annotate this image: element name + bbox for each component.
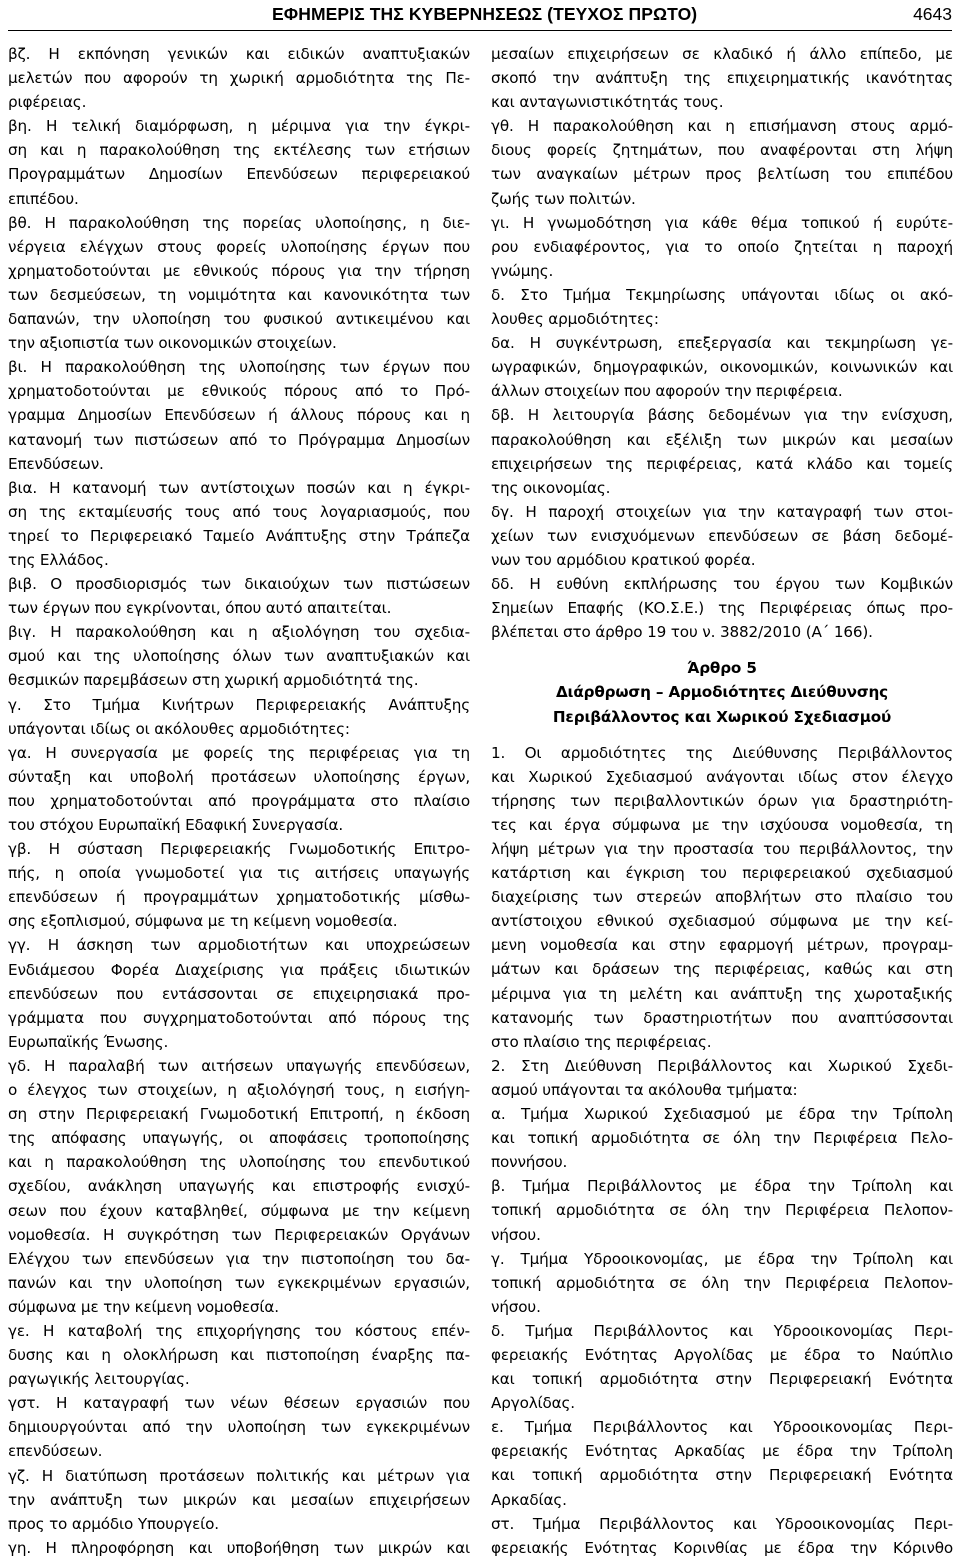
text-line: Ελέγχου των επενδύσεων για την πιστοποίηση του δα-	[8, 1249, 470, 1268]
gazette-title: ΕΦΗΜΕΡΙΣ ΤΗΣ ΚΥΒΕΡΝΗΣΕΩΣ (ΤΕΥΧΟΣ ΠΡΩΤΟ)	[272, 4, 698, 24]
text-line: χρηματοδοτούνται με εθνικούς πόρους από το Πρό-	[8, 382, 470, 401]
text-line: διαχείρισης των στερεών αποβλήτων στο πλαίσιο του	[491, 888, 953, 907]
text-line: της απόφασης υπαγωγής, οι αποφάσεις τροποποίησης	[8, 1129, 470, 1148]
text-line: την ανάπτυξη των μικρών και μεσαίων επιχειρήσεων	[8, 1490, 470, 1509]
text-line: ποννήσου.	[491, 1153, 568, 1172]
page-number: 4643	[913, 4, 952, 24]
text-line: γγ. Η άσκηση των αρμοδιοτήτων και υποχρεώσεων	[8, 936, 470, 955]
text-line: επιπέδου.	[8, 189, 79, 208]
text-line: στ. Τμήμα Περιβάλλοντος και Υδροοικονομίας Περι-	[491, 1514, 953, 1533]
text-line: της Ελλάδος.	[8, 550, 109, 569]
text-line: θεσμικών παρεμβάσεων στη χωρική αρμοδιότητά της.	[8, 671, 419, 690]
text-line: νων του αρμόδιου κρατικού φορέα.	[491, 550, 756, 569]
text-line: και ανταγωνιστικότητάς τους.	[491, 93, 724, 112]
text-line: Σημείων Επαφής (ΚΟ.Σ.Ε.) της Περιφέρειας όπως προ-	[491, 599, 953, 618]
text-line: τήρησης των περιβαλλοντικών όρων για δραστηριότη-	[491, 791, 953, 810]
text-line: χείων των ενισχυόμενων επενδύσεων σε βάση δεδομέ-	[491, 526, 953, 545]
text-line: σης εξοπλισμού, σύμφωνα με τη κείμενη νομοθεσία.	[8, 912, 398, 931]
text-line: σκοπό την ανάπτυξη της επιχειρηματικής ικανότητας	[491, 69, 953, 88]
text-line: ο έλεγχος των στοιχείων, η αξιολόγησή τους, η εισήγη-	[8, 1081, 470, 1100]
text-line: ασμού υπάγονται τα ακόλουθα τμήματα:	[491, 1080, 798, 1099]
text-line: βιγ. Η παρακολούθηση και η αξιολόγηση του σχεδια-	[8, 623, 470, 642]
text-line: ση της εκταμίευσής τους από τους λογαριασμούς, που	[8, 502, 470, 521]
text-line: Αργολίδας.	[491, 1394, 575, 1413]
text-line: γστ. Η καταγραφή των νέων θέσεων εργασιών που	[8, 1394, 470, 1413]
text-line: γ. Στο Τμήμα Κινήτρων Περιφερειακής Ανάπτυξης	[8, 695, 470, 714]
text-line: σεων που έχουν καταβληθεί, σύμφωνα με την κείμενη	[8, 1201, 470, 1220]
text-line: πανών και την υλοποίηση των εγκεκριμένων εργασιών,	[8, 1273, 470, 1292]
text-line: χρηματοδοτούνται με εθνικούς πόρους για την τήρηση	[8, 261, 470, 280]
text-line: νήσου.	[491, 1297, 541, 1316]
text-line: κατανομής των δραστηριοτήτων που αναπτύσσονται	[491, 1008, 953, 1027]
text-line: και τοπική αρμοδιότητα στην Περιφερειακή Ενότητα	[491, 1370, 953, 1389]
text-line: γβ. Η σύσταση Περιφερειακής Γνωμοδοτικής Επιτρο-	[8, 840, 470, 859]
text-line: α. Τμήμα Χωρικού Σχεδιασμού με έδρα την Τρίπολη	[491, 1105, 953, 1124]
text-line: δ. Τμήμα Περιβάλλοντος και Υδροοικονομίας Περι-	[491, 1321, 953, 1340]
text-line: νέργεια ελέγχων στους φορείς υλοποίησης έργων που	[8, 237, 470, 256]
text-line: μεσαίων επιχειρήσεων σε κλαδικό ή άλλο επίπεδο, με	[491, 45, 953, 63]
text-line: την αξιοπιστία των οικονομικών στοιχείων.	[8, 334, 337, 353]
text-line: τες και έργα σύμφωνα με την ισχύουσα νομοθεσία, τη	[491, 815, 953, 834]
text-line: βη. Η τελική διαμόρφωση, η μέριμνα για την έγκρι-	[8, 117, 470, 136]
text-line: λήψη μέτρων για την προστασία του περιβάλλοντος, την	[491, 840, 953, 858]
article-heading-line: Διάρθρωση – Αρμοδιότητες Διεύθυνσης	[555, 683, 889, 702]
text-line: των έργων που εγκρίνονται, όπου αυτό απαιτείται.	[8, 599, 392, 618]
text-line: υπάγονται ιδίως οι ακόλουθες αρμοδιότητες:	[8, 719, 350, 738]
text-line: της οικονομίας.	[491, 478, 611, 497]
text-line: Ευρωπαϊκής Ένωσης.	[8, 1032, 169, 1051]
text-line: νομοθεσία. Η συγκρότηση των Περιφερειακών Οργάνων	[8, 1225, 470, 1244]
text-line: των αναγκαίων μέτρων προς βελτίωση του επιπέδου	[491, 165, 953, 184]
text-line: γράμματα που συγχρηματοδοτούνται από πόρους της	[8, 1008, 470, 1027]
text-line: δδ. Η ευθύνη εκπλήρωσης του έργου των Κομβικών	[491, 575, 953, 594]
text-line: δημιουργούνται από την υλοποίηση των εγκεκριμένων	[8, 1418, 470, 1437]
text-line: τοπική αρμοδιότητα σε όλη την Περιφέρεια Πελοπον-	[491, 1273, 953, 1292]
page-header	[8, 0, 952, 31]
text-line: παρακολούθηση και εξέλιξη των μικρών και μεσαίων	[491, 430, 953, 449]
text-line: δα. Η συγκέντρωση, επεξεργασία και τεκμηρίωση γε-	[491, 334, 953, 353]
text-line: β. Τμήμα Περιβάλλοντος με έδρα την Τρίπολη και	[491, 1177, 953, 1196]
text-line: επενδύσεων.	[8, 1442, 103, 1461]
text-line: δυσης και η ολοκλήρωση και πιστοποίηση έναρξης πα-	[8, 1346, 470, 1365]
text-line: σύμφωνα με την κείμενη νομοθεσία.	[8, 1297, 279, 1316]
text-line: βιβ. Ο προσδιορισμός των δικαιούχων των πιστώσεων	[8, 575, 470, 594]
text-line: και τοπική αρμοδιότητα σε όλη την Περιφέρεια Πελο-	[491, 1129, 953, 1148]
text-line: διους φορείς ζητημάτων, που αναφέρονται στη λήψη	[491, 141, 953, 160]
text-line: γδ. Η παραλαβή των αιτήσεων υπαγωγής επενδύσεων,	[8, 1056, 470, 1075]
text-line: τοπική αρμοδιότητα σε όλη την Περιφέρεια Πελοπον-	[491, 1201, 953, 1220]
text-line: που χρηματοδοτούνται από προγράμματα στο πλαίσιο	[8, 791, 470, 810]
text-line: επενδύσεων ή προγραμμάτων χρηματοδοτικής μίσθω-	[8, 888, 470, 907]
text-line: ωγραφικών, δημογραφικών, οικονομικών, κοινωνικών και	[491, 358, 953, 377]
text-line: στο πλαίσιο της περιφέρειας.	[491, 1032, 712, 1051]
text-line: κατανομή των πιστώσεων από το Πρόγραμμα Δημοσίων	[8, 430, 470, 449]
text-line: βθ. Η παρακολούθηση της πορείας υλοποίησης, η διε-	[8, 213, 470, 232]
text-line: των δεσμεύσεων, τη νομιμότητα και κανονικότητα των	[8, 285, 470, 304]
text-line: γθ. Η παρακολούθηση και η επισήμανση στους αρμό-	[491, 117, 953, 136]
text-line: άλλων στοιχείων που αφορούν την περιφέρεια.	[491, 382, 843, 401]
text-line: 2. Στη Διεύθυνση Περιβάλλοντος και Χωρικού Σχεδι-	[491, 1056, 953, 1075]
text-line: επενδύσεων που εντάσσονται σε επιχειρησιακά προ-	[8, 984, 470, 1003]
text-line: γε. Η καταβολή της επιχορήγησης του κόστους επέν-	[8, 1321, 470, 1340]
text-line: αντίστοιχου εθνικού σχεδιασμού σύμφωνα με την κεί-	[491, 912, 953, 931]
text-line: δγ. Η παροχή στοιχείων για την καταγραφή των στοι-	[491, 502, 953, 521]
text-line: γραμμα Δημοσίων Επενδύσεων ή άλλους πόρους και η	[8, 406, 470, 425]
text-line: γνώμης.	[491, 261, 554, 280]
text-line: σμού και της υλοποίησης όλων των αναπτυξιακών και	[8, 647, 470, 666]
text-line: ζωής των πολιτών.	[491, 189, 636, 208]
text-line: Προγραμμάτων Δημοσίων Επενδύσεων περιφερειακού	[8, 165, 470, 184]
text-line: και τοπική αρμοδιότητα στην Περιφερειακή Ενότητα	[491, 1466, 953, 1485]
text-line: μενη νομοθεσία και στην εφαρμογή μέτρων, προγραμ-	[491, 936, 953, 955]
article-heading-line: Περιβάλλοντος και Χωρικού Σχεδιασμού	[552, 707, 892, 726]
article-heading-line: Άρθρο 5	[687, 659, 757, 678]
text-line: ραγωγικής λειτουργίας.	[8, 1370, 190, 1389]
text-line: δ. Στο Τμήμα Τεκμηρίωσης υπάγονται ιδίως οι ακό-	[491, 285, 953, 304]
text-line: γα. Η συνεργασία με φορείς της περιφέρειας για τη	[8, 743, 470, 762]
text-line: ε. Τμήμα Περιβάλλοντος και Υδροοικονομίας Περι-	[491, 1418, 953, 1437]
text-line: κατάρτιση και έγκριση του περιφερειακού σχεδιασμού	[491, 864, 953, 883]
text-line: φερειακής Ενότητας Αργολίδας με έδρα το Ναύπλιο	[491, 1345, 953, 1364]
text-line: νήσου.	[491, 1225, 541, 1244]
text-line	[491, 729, 953, 741]
text-line: λουθες αρμοδιότητες:	[491, 310, 659, 329]
text-line: ση στην Περιφερειακή Γνωμοδοτική Επιτροπή, η έκδοση	[8, 1105, 470, 1124]
text-line: γ. Τμήμα Υδροοικονομίας, με έδρα την Τρίπολη και	[491, 1249, 953, 1268]
text-line: δβ. Η λειτουργία βάσης δεδομένων για την ενίσχυση,	[491, 406, 953, 425]
left-text-column	[8, 42, 470, 1560]
right-text-column	[491, 42, 953, 1560]
text-line: γζ. Η διατύπωση προτάσεων πολιτικής και μέτρων για	[8, 1466, 470, 1485]
text-line: μελετών που αφορούν τη χωρική αρμοδιότητα της Πε-	[8, 69, 470, 88]
text-line: φερειακής Ενότητας Αρκαδίας με έδρα την Τρίπολη	[491, 1442, 953, 1461]
text-line: σχεδίου, ανάκληση υπαγωγής και επιστροφής ενισχύ-	[8, 1177, 470, 1196]
text-line: και η παρακολούθηση της υλοποίησης του επενδυτικού	[8, 1153, 470, 1172]
text-line: ση και η παρακολούθηση της εκτέλεσης των ετήσιων	[8, 141, 470, 160]
text-line: γι. Η γνωμοδότηση για κάθε θέμα τοπικού ή ευρύτε-	[491, 213, 953, 232]
text-line: ρου ενδιαφέροντος, για το οποίο ζητείται η παροχή	[491, 237, 953, 256]
text-line: επιχειρήσεων της περιφέρειας, κατά κλάδο και τομείς	[491, 454, 953, 473]
text-line: δαπανών, την υλοποίηση του φυσικού αντικειμένου και	[8, 310, 470, 329]
text-line: του στόχου Ευρωπαϊκή Εδαφική Συνεργασία.	[8, 816, 344, 834]
text-line: μάτων και δράσεων της περιφέρειας, καθώς και στη	[491, 960, 953, 979]
text-line: βια. Η κατανομή των αντίστοιχων ποσών και η έγκρι-	[8, 478, 470, 497]
text-line	[491, 644, 953, 656]
text-line: 1. Οι αρμοδιότητες της Διεύθυνσης Περιβάλλοντος	[491, 743, 953, 762]
text-line: τηρεί το Περιφερειακό Ταμείο Ανάπτυξης στην Τράπεζα	[8, 526, 470, 545]
text-line: βλέπεται στο άρθρο 19 του ν. 3882/2010 (Α΄ 166).	[491, 623, 873, 642]
text-line: Επενδύσεων.	[8, 454, 104, 473]
text-line: Ενδιάμεσου Φορέα Διαχείρισης για πράξεις ιδιωτικών	[8, 960, 470, 979]
text-line: γη. Η πληροφόρηση και υποβοήθηση των μικρών και	[8, 1538, 470, 1557]
text-line: μέριμνα για τη μελέτη και ανάπτυξη της χωροταξικής	[491, 984, 953, 1003]
text-line: Αρκαδίας.	[491, 1490, 567, 1509]
text-line: σύνταξη και υποβολή προτάσεων υλοποίησης έργων,	[8, 767, 470, 786]
text-line: προς το αρμόδιο Υπουργείο.	[8, 1514, 219, 1533]
text-line: βι. Η παρακολούθηση της υλοποίησης των έργων που	[8, 358, 470, 377]
text-line: πής, η οποία γνωμοδοτεί για τις αιτήσεις υπαγωγής	[8, 864, 470, 883]
text-line: φερειακής Ενότητας Κορινθίας με έδρα την Κόρινθο	[491, 1538, 953, 1557]
text-line: ριφέρειας.	[8, 93, 87, 112]
text-line: και Χωρικού Σχεδιασμού ανάγονται ιδίως στον έλεγχο	[491, 767, 953, 786]
text-line: βζ. Η εκπόνηση γενικών και ειδικών αναπτυξιακών	[8, 45, 470, 63]
